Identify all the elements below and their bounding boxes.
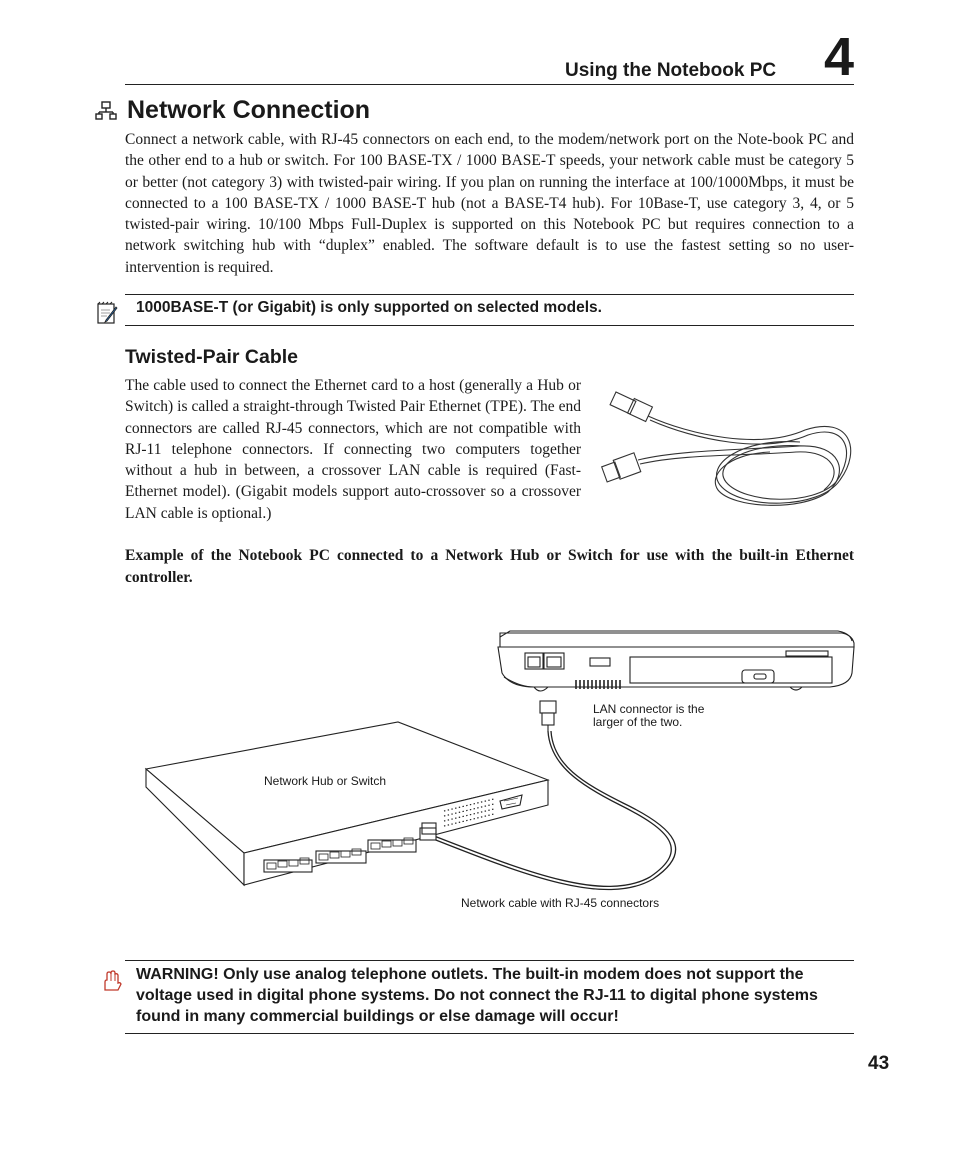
twisted-pair-paragraph: The cable used to connect the Ethernet card to a host (generally a Hub or Switch) is called a straight-through Twisted Pair Ethernet (TPE). The end connectors are called RJ-45 connectors, which are not compatible with RJ-11 telephone connectors. If connecting two computers together without a hub in between, a crossover LAN cable is required (Fast-Ethernet model). (Gigabit models support auto-crossover so a crossover LAN cable is optional.): [125, 377, 581, 522]
chapter-number: 4: [824, 27, 855, 87]
note-rule-bottom: [125, 325, 854, 326]
network-diagram: [130, 615, 860, 925]
warning-text: WARNING! Only use analog telephone outlets. The built-in modem does not support the voltage used in digital phone systems. Do not connect the RJ-11 to digital phone systems found in many commercial buildings or else damage will occur!: [136, 966, 818, 1025]
subsection-title: Twisted-Pair Cable: [125, 346, 299, 368]
note-rule-top: [125, 294, 854, 295]
chapter-title: Using the Notebook PC: [565, 60, 777, 81]
header-rule: [125, 84, 854, 85]
example-caption: Example of the Notebook PC connected to a Network Hub or Switch for use with the built-in Ethernet controller.: [125, 547, 854, 586]
cable-illustration: [600, 380, 860, 515]
warning-hand-icon: [101, 970, 123, 992]
lan-label-line2: larger of the two.: [593, 714, 683, 729]
page-number: 43: [868, 1053, 890, 1074]
notebook-illustration: [498, 631, 854, 691]
warning-rule-bottom: [125, 1033, 854, 1034]
note-text: 1000BASE-T (or Gigabit) is only supported on selected models.: [136, 299, 602, 316]
lan-label-line1: LAN connector is the: [593, 702, 705, 716]
rj45-plug: [540, 701, 556, 731]
network-icon: [95, 101, 117, 121]
warning-rule-top: [125, 960, 854, 961]
section-title: Network Connection: [127, 96, 371, 124]
hub-label: Network Hub or Switch: [264, 774, 387, 788]
intro-paragraph: Connect a network cable, with RJ-45 connectors on each end, to the modem/network port on the Note-book PC and the other end to a hub or switch. For 100 BASE-TX / 1000 BASE-T speeds, your network cable must be category 5 or better (not category 3) with twisted-pair wiring. If you plan on running the interface at 100/1000Mbps, it must be connected to a 100 BASE-TX / 1000 BASE-T hub (not a BASE-T4 hub). For 10Base-T, use category 3, 4, or 5 twisted-pair wiring. 10/100 Mbps Full-Duplex is supported on this Notebook PC but requires connection to a network switching hub with “duplex” enabled. The software default is to use the fastest setting so no user-intervention is required.: [125, 131, 854, 276]
lan-connector-label: [593, 703, 704, 728]
cable-label: Network cable with RJ-45 connectors: [461, 896, 660, 910]
note-icon: [96, 301, 118, 325]
